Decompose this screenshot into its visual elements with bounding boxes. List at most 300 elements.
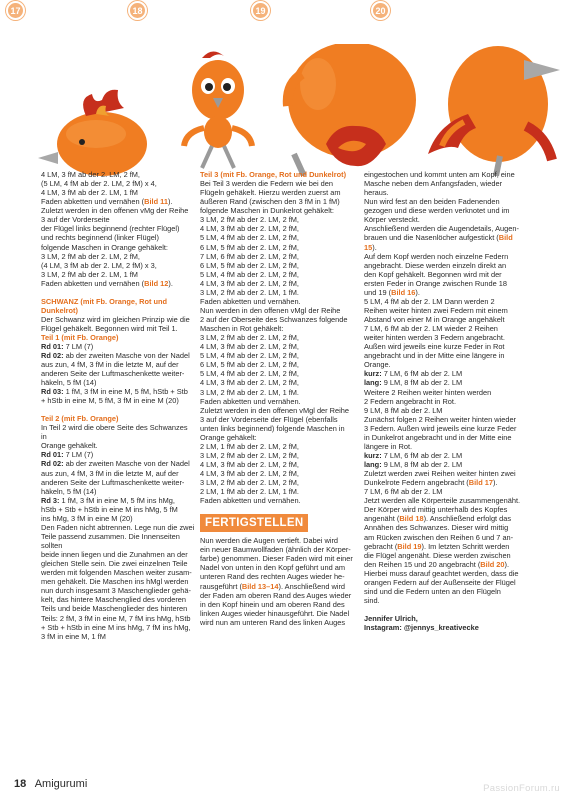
text-line bbox=[364, 279, 526, 288]
text-line bbox=[200, 469, 358, 478]
body-text: Auf dem Kopf werden noch einzelne Federn bbox=[364, 251, 509, 261]
body-text: der Faden am oberen Rand des Auges wieder bbox=[200, 590, 352, 600]
body-text: 1 fM, 3 fM in eine M, 5 fM, hStb + Stb bbox=[63, 387, 188, 397]
body-text: Reihen weiter hinten zwei Federn mit einem bbox=[364, 305, 508, 315]
body-text: 2 auf der Oberseite des Schwanzes folgende bbox=[200, 315, 348, 324]
body-text: Abstand von einer M in Orange angehäkelt bbox=[364, 315, 505, 324]
text-line bbox=[364, 188, 526, 197]
text-line bbox=[41, 595, 195, 604]
body-text: farbe) genommen. Dieser Faden wird mit einer bbox=[200, 554, 353, 564]
body-text: linken Auges wieder hinausgeführt. Die Nadel bbox=[200, 608, 350, 618]
text-line bbox=[200, 451, 358, 460]
body-text: 7 LM, 6 fM ab der 2. LM, 2 fM, bbox=[200, 251, 299, 261]
body-text: 5 LM, 4 fM ab der 2. LM Dann werden 2 bbox=[364, 296, 495, 306]
text-line bbox=[41, 243, 195, 252]
body-text: gezogen und diese werden verknotet und im bbox=[364, 206, 510, 216]
body-text: Bei Teil 3 werden die Federn wie bei den bbox=[200, 179, 333, 189]
text-line bbox=[364, 451, 526, 460]
text-line bbox=[200, 460, 358, 469]
body-text: gleichen Stelle sein. Die zwei einzelnen Teile bbox=[41, 559, 188, 569]
body-text: 9 LM, 8 fM ab der 2. LM bbox=[381, 378, 463, 388]
body-text: und rechts beginnend (linker Flügel) bbox=[41, 233, 159, 243]
text-line bbox=[41, 423, 195, 441]
text-line bbox=[41, 604, 195, 613]
text-line bbox=[364, 388, 526, 397]
body-text: eingestochen und kommt unten am Kopf, eine bbox=[364, 170, 515, 179]
body-text: 3 fM in eine M, 1 fM bbox=[41, 631, 106, 641]
body-text: Zuletzt werden zwei Reihen weiter hinten zwei bbox=[364, 469, 516, 479]
text-line bbox=[364, 596, 526, 605]
body-text: 7 LM (7) bbox=[63, 341, 94, 351]
body-text: ins hMg, 3 fM in eine M (20) bbox=[41, 513, 133, 523]
text-line bbox=[41, 270, 195, 279]
text-line bbox=[364, 523, 526, 532]
bold-label: Rd 3: bbox=[41, 495, 60, 505]
text-line bbox=[41, 478, 195, 487]
text-line bbox=[364, 342, 526, 351]
bird-body-illustration bbox=[158, 44, 282, 176]
body-text: Teils: 2 fM, 3 fM in eine M, 7 fM ins hMg, hStb bbox=[41, 613, 191, 623]
body-text: ). Anschließend erfolgt das bbox=[423, 514, 512, 524]
body-text: 6 LM, 5 fM ab der 2. LM, 2 fM, bbox=[200, 360, 299, 370]
text-line bbox=[200, 333, 358, 342]
body-text: ). bbox=[168, 278, 173, 288]
body-text: Nun werden in den offenen vMgl der Reihe bbox=[200, 305, 341, 315]
text-line bbox=[200, 415, 358, 424]
photo-badge-17: 17 bbox=[6, 1, 25, 20]
text-line bbox=[200, 572, 358, 581]
text-line bbox=[364, 206, 526, 215]
body-text: Masche neben dem Anfangsfaden, wieder bbox=[364, 179, 503, 189]
figure-reference: Bild 19 bbox=[397, 541, 422, 551]
text-line bbox=[200, 378, 358, 387]
body-text: 3 LM, 2 fM ab der 2. LM, 2 fM, bbox=[41, 251, 140, 261]
text-line bbox=[41, 369, 195, 378]
body-text: 3 LM, 2 fM ab der 2. LM, 1 fM. bbox=[200, 387, 299, 397]
body-text: ). bbox=[167, 197, 173, 207]
body-text: ersten Feder in Orange zwischen Runde 18 bbox=[364, 278, 507, 288]
body-text: ). bbox=[415, 287, 420, 297]
text-line bbox=[200, 388, 358, 397]
body-text: Dunkelrote Federn angebracht ( bbox=[364, 478, 469, 488]
body-text: 7 LM (7) bbox=[63, 450, 94, 460]
body-text: angebracht und in der Mitte eine längere in bbox=[364, 351, 505, 361]
text-line bbox=[41, 450, 195, 459]
text-line bbox=[364, 397, 526, 406]
text-line bbox=[364, 360, 526, 369]
text-line bbox=[200, 315, 358, 324]
text-line bbox=[200, 406, 358, 415]
text-line bbox=[41, 188, 195, 197]
text-line bbox=[200, 179, 358, 188]
text-line bbox=[41, 559, 195, 568]
section-heading: SCHWANZ (mit Fb. Orange, Rot und bbox=[41, 296, 168, 306]
body-text: kelt, das hintere Maschenglied des vorderen bbox=[41, 595, 187, 605]
text-line bbox=[364, 315, 526, 324]
body-text: ab der zweiten Masche von der Nadel bbox=[63, 459, 190, 469]
body-text: 4 LM, 3 fM ab der 2. LM, 2 fM, bbox=[200, 460, 299, 469]
text-line bbox=[41, 459, 195, 468]
text-line bbox=[200, 536, 358, 545]
body-text: rausgeführt ( bbox=[200, 581, 242, 591]
page-footer bbox=[14, 778, 87, 790]
text-line bbox=[200, 270, 358, 279]
body-text: ein neuer Baumwollfaden (ähnlich der Körper- bbox=[200, 545, 351, 555]
paragraph-gap bbox=[41, 405, 195, 414]
body-text: Anschließend werden die Augendetails, Augen- bbox=[364, 224, 519, 234]
body-text: den Reihen 15 und 20 angebracht ( bbox=[364, 559, 481, 569]
text-line bbox=[364, 170, 526, 179]
figure-reference: Bild 13–14 bbox=[241, 581, 279, 591]
text-line bbox=[200, 306, 358, 315]
photo-20 bbox=[424, 44, 566, 176]
text-line bbox=[364, 487, 526, 496]
body-text: 6 LM, 5 fM ab der 2. LM, 2 fM, bbox=[200, 242, 299, 252]
text-line bbox=[364, 324, 526, 333]
body-text: Der Körper wird mittig unterhalb des Kopfes bbox=[364, 505, 508, 515]
body-text: Orange. bbox=[364, 360, 391, 370]
text-line bbox=[200, 609, 358, 618]
text-line bbox=[41, 577, 195, 586]
text-line bbox=[364, 415, 526, 424]
body-text: 5 LM, 4 fM ab der 2. LM, 2 fM, bbox=[200, 233, 299, 243]
text-line bbox=[200, 243, 358, 252]
body-text: wird nun am unteren Rand des linken Auges bbox=[200, 617, 346, 627]
body-text: aus zun, 4 fM, 3 fM in die letzte M, auf der bbox=[41, 468, 179, 478]
text-line bbox=[364, 197, 526, 206]
body-text: + Stb + hStb in eine M ins hMg, 7 fM ins hMg, bbox=[41, 622, 191, 632]
body-text: 4 LM, 3 fM ab der 2. LM, 1 fM bbox=[41, 188, 138, 198]
body-text: der Flügel links beginnend (rechter Flügel) bbox=[41, 224, 180, 234]
bold-label: Rd 01: bbox=[41, 450, 64, 460]
body-text: Den Faden nicht abtrennen. Lege nun die zwei bbox=[41, 522, 195, 532]
text-line bbox=[41, 351, 195, 360]
text-line bbox=[41, 632, 195, 641]
text-line bbox=[200, 342, 358, 351]
text-line bbox=[41, 514, 195, 523]
text-line bbox=[41, 441, 195, 450]
bold-label: lang: bbox=[364, 378, 382, 388]
body-text: Außen wird jeweils eine kurze Feder in Rot bbox=[364, 342, 505, 352]
text-line bbox=[364, 469, 526, 478]
text-line bbox=[41, 532, 195, 550]
body-text: 7 LM, 6 fM ab der 2. LM bbox=[381, 369, 463, 379]
text-line bbox=[41, 614, 195, 623]
text-line bbox=[41, 261, 195, 270]
body-text: in den Kopf hinein und am oberen Rand des bbox=[200, 599, 345, 609]
text-line bbox=[200, 591, 358, 600]
bold-label: Jennifer Ulrich, bbox=[364, 613, 418, 623]
text-line bbox=[364, 505, 526, 514]
bird-head-illustration bbox=[36, 44, 158, 176]
body-text: sind. bbox=[364, 595, 380, 605]
photo-badge-19: 19 bbox=[251, 1, 270, 20]
bold-label: Instagram: @jennys_kreativecke bbox=[364, 622, 479, 632]
body-text: folgende Maschen in Dunkelrot gehäkelt: bbox=[200, 206, 334, 216]
figure-reference: Bild 12 bbox=[144, 278, 169, 288]
body-text: nun durch insgesamt 3 Maschenglieder gehä- bbox=[41, 586, 191, 596]
body-text: 6 LM, 5 fM ab der 2. LM, 2 fM, bbox=[200, 260, 299, 270]
text-line bbox=[200, 397, 358, 406]
body-text: Nun wird fest an den beiden Fadenenden bbox=[364, 197, 500, 207]
text-line bbox=[364, 560, 526, 569]
body-text: anderen Seite der Luftmaschenkette weiter- bbox=[41, 477, 185, 487]
body-text: + hStb in eine M, 5 fM, 3 fM in eine M (20) bbox=[41, 396, 179, 406]
body-text: 4 LM, 3 fM ab der 2. LM, 2 fM, bbox=[41, 170, 140, 179]
body-text: Teils und beide Maschenglieder des hinteren bbox=[41, 604, 188, 614]
text-line bbox=[200, 360, 358, 369]
body-text: 3 auf der Vorderseite der Flügel (ebenfalls bbox=[200, 414, 338, 424]
text-line bbox=[364, 623, 526, 632]
text-line bbox=[200, 215, 358, 224]
body-text: Zuletzt werden in den offenen vMg der Reihe bbox=[41, 206, 189, 216]
text-line bbox=[200, 224, 358, 233]
body-text: unten links beginnend) folgende Maschen in bbox=[200, 423, 345, 433]
text-line bbox=[364, 433, 526, 442]
text-line bbox=[200, 369, 358, 378]
figure-reference: Bild 20 bbox=[480, 559, 505, 569]
body-text: Orange gehäkelt: bbox=[200, 432, 257, 442]
text-line bbox=[364, 333, 526, 342]
text-line bbox=[364, 569, 526, 578]
body-text: 4 LM, 3 fM ab der 2. LM, 2 fM, bbox=[200, 278, 299, 288]
body-text: 2 Federn angebracht in Rot. bbox=[364, 396, 457, 406]
text-line bbox=[41, 496, 195, 505]
bold-label: Rd 02: bbox=[41, 459, 64, 469]
body-text: 5 LM, 4 fM ab der 2. LM, 2 fM, bbox=[200, 369, 299, 379]
text-line bbox=[41, 378, 195, 387]
body-text: (4 LM, 3 fM ab der 2. LM, 2 fM) x 3, bbox=[41, 260, 157, 270]
photo-badge-20: 20 bbox=[371, 1, 390, 20]
text-line bbox=[41, 206, 195, 215]
text-line bbox=[364, 424, 526, 433]
body-text: angebracht. Diese werden einzeln direkt an bbox=[364, 260, 507, 270]
site-watermark: PassionForum.ru bbox=[483, 783, 560, 794]
text-line bbox=[41, 586, 195, 595]
figure-reference: Bild 16 bbox=[391, 287, 416, 297]
text-line bbox=[364, 542, 526, 551]
photo-18 bbox=[158, 44, 282, 176]
body-text: brauen und die Nasenlöcher aufgestickt ( bbox=[364, 233, 499, 243]
body-text: men gehäkelt. Die Maschen ins hMgl werden bbox=[41, 577, 189, 587]
text-line bbox=[200, 233, 358, 242]
body-text: 4 LM, 3 fM ab der 2. LM, 2 fM, bbox=[200, 224, 299, 234]
body-text: 4 LM, 3 fM ab der 2. LM, 2 fM, bbox=[200, 378, 299, 388]
bold-label: Rd 01: bbox=[41, 341, 64, 351]
body-text: ). bbox=[504, 559, 510, 569]
text-line bbox=[200, 261, 358, 270]
body-text: hStb + Stb + hStb in eine M ins hMg, 5 fM bbox=[41, 504, 178, 514]
text-line bbox=[200, 288, 358, 297]
text-line bbox=[200, 618, 358, 627]
text-line bbox=[41, 315, 195, 324]
text-line bbox=[41, 487, 195, 496]
body-text: 3 auf der Vorderseite bbox=[41, 215, 110, 225]
text-line bbox=[364, 406, 526, 415]
text-line bbox=[41, 215, 195, 224]
body-text: die Flügel angenäht. Diese werden zwischen bbox=[364, 550, 511, 560]
bold-label: kurz: bbox=[364, 450, 382, 460]
bird-wing-illustration bbox=[424, 44, 566, 176]
body-text: Zunächst folgen 2 Reihen weiter hinten wieder bbox=[364, 414, 517, 424]
text-line bbox=[364, 614, 526, 623]
text-line bbox=[200, 279, 358, 288]
body-text: Flügeln gehäkelt. Hierzu werden zuerst am bbox=[200, 188, 341, 198]
text-line bbox=[41, 623, 195, 632]
body-text: häkeln, 5 fM (14) bbox=[41, 378, 97, 388]
body-text: 5 LM, 4 fM ab der 2. LM, 2 fM, bbox=[200, 269, 299, 279]
text-line bbox=[41, 387, 195, 396]
body-text: 5 LM, 4 fM ab der 2. LM, 2 fM, bbox=[200, 351, 299, 361]
body-text: unteren Rand des rechten Auges wieder he- bbox=[200, 572, 345, 582]
body-text: äußeren Rand (zwischen den 3 fM in 1 fM) bbox=[200, 197, 340, 207]
body-text: werden mit folgenden Maschen weiter zusam- bbox=[41, 568, 192, 578]
body-text: Annähen des Schwanzes. Dieser wird mittig bbox=[364, 523, 509, 533]
figure-reference: Bild 18 bbox=[399, 514, 424, 524]
body-text: Körper versteckt. bbox=[364, 215, 420, 225]
body-text: in Dunkelrot angebracht und in der Mitte eine bbox=[364, 432, 512, 442]
text-column-3 bbox=[364, 170, 526, 632]
text-line bbox=[41, 279, 195, 288]
bold-label: Rd 03: bbox=[41, 387, 64, 397]
body-text: beide innen liegen und die Zunahmen an der bbox=[41, 550, 188, 560]
text-line bbox=[41, 469, 195, 478]
text-line bbox=[364, 551, 526, 560]
body-text: heraus. bbox=[364, 188, 389, 198]
body-text: Orange gehäkelt. bbox=[41, 441, 98, 451]
body-text: Nun werden die Augen vertieft. Dabei wird bbox=[200, 536, 339, 546]
body-text: 3 LM, 2 fM ab der 2. LM, 2 fM, bbox=[200, 333, 299, 343]
paragraph-gap bbox=[41, 288, 195, 297]
text-line bbox=[200, 297, 358, 306]
body-text: aus zun, 4 fM, 3 fM in die letzte M, auf der bbox=[41, 360, 179, 370]
magazine-name: Amigurumi bbox=[34, 778, 88, 790]
body-text: ). Im letzten Schritt werden bbox=[421, 541, 510, 551]
body-text: Faden abketten und vernähen. bbox=[200, 296, 301, 306]
body-text: Flügel gehäkelt. Begonnen wird mit Teil 1. bbox=[41, 323, 178, 333]
text-line bbox=[364, 233, 526, 251]
body-text: 1 fM, 3 fM in eine M, 5 fM ins hMg, bbox=[59, 495, 175, 505]
text-line bbox=[200, 252, 358, 261]
text-line bbox=[41, 360, 195, 369]
text-line bbox=[200, 206, 358, 215]
text-line bbox=[41, 505, 195, 514]
body-text: am Rücken zwischen den Reihen 6 und 7 an- bbox=[364, 532, 514, 542]
paragraph-gap bbox=[200, 505, 358, 514]
text-column-1 bbox=[41, 170, 195, 641]
figure-reference: Bild 15 bbox=[364, 233, 513, 252]
text-line bbox=[200, 478, 358, 487]
body-text: 9 LM, 8 fM ab der 2. LM bbox=[381, 460, 463, 469]
text-line bbox=[41, 306, 195, 315]
body-text: Faden abketten und vernähen ( bbox=[41, 197, 145, 207]
body-text: 3 LM, 2 fM ab der 2. LM, 1 fM bbox=[41, 269, 138, 279]
text-line bbox=[200, 324, 358, 333]
text-line bbox=[200, 600, 358, 609]
body-text: anderen Seite der Luftmaschenkette weiter- bbox=[41, 369, 185, 379]
text-line bbox=[41, 324, 195, 333]
body-text: 4 LM, 3 fM ab der 2. LM, 2 fM, bbox=[200, 469, 299, 479]
body-text: 7 LM, 6 fM ab der 2. LM bbox=[381, 450, 463, 460]
body-text: 9 LM, 8 fM ab der 2. LM bbox=[364, 405, 443, 415]
text-line bbox=[200, 487, 358, 496]
text-line bbox=[41, 297, 195, 306]
photo-17 bbox=[36, 44, 158, 176]
photo-badge-18: 18 bbox=[128, 1, 147, 20]
text-line bbox=[41, 170, 195, 179]
text-line bbox=[364, 578, 526, 587]
body-text: angenäht ( bbox=[364, 514, 400, 524]
body-text: 3 LM, 2 fM ab der 2. LM, 2 fM, bbox=[200, 215, 299, 225]
body-text: Faden abketten und vernähen. bbox=[200, 496, 301, 506]
body-text: 7 LM, 6 fM ab der 2. LM bbox=[364, 487, 443, 497]
bold-label: kurz: bbox=[364, 369, 382, 379]
body-text: 7 LM, 6 fM ab der 2. LM wieder 2 Reihen bbox=[364, 324, 498, 334]
section-heading: Dunkelrot) bbox=[41, 305, 78, 315]
text-line bbox=[200, 188, 358, 197]
text-line bbox=[200, 496, 358, 505]
section-heading-fertigstellen: FERTIGSTELLEN bbox=[200, 514, 308, 532]
paragraph-gap bbox=[364, 605, 526, 614]
section-heading: Teil 2 (mit Fb. Orange) bbox=[41, 414, 119, 424]
body-text: Hierbei muss darauf geachtet werden, dass die bbox=[364, 568, 519, 578]
text-line bbox=[364, 442, 526, 451]
body-text: 2 LM, 1 fM ab der 2. LM, 1 fM. bbox=[200, 487, 299, 497]
text-column-2 bbox=[200, 170, 358, 627]
body-text: Maschen in Rot gehäkelt: bbox=[200, 324, 284, 334]
body-text: Faden abketten und vernähen ( bbox=[41, 278, 145, 288]
section-heading: Teil 3 (mit Fb. Orange, Rot und Dunkelrot) bbox=[200, 170, 347, 179]
text-line bbox=[41, 233, 195, 242]
body-text: ). bbox=[493, 478, 498, 488]
text-line bbox=[364, 496, 526, 505]
text-line bbox=[41, 252, 195, 261]
body-text: Faden abketten und vernähen. bbox=[200, 396, 301, 406]
text-line bbox=[200, 197, 358, 206]
text-line bbox=[200, 554, 358, 563]
body-text: folgende Maschen in Orange gehäkelt: bbox=[41, 242, 168, 252]
figure-reference: Bild 11 bbox=[144, 197, 168, 207]
text-line bbox=[41, 414, 195, 423]
text-line bbox=[41, 342, 195, 351]
text-line bbox=[364, 306, 526, 315]
page-number: 18 bbox=[14, 778, 27, 790]
body-text: Teile passend zusammen. Die Innenseiten sollten bbox=[41, 531, 180, 551]
text-line bbox=[364, 460, 526, 469]
text-line bbox=[200, 545, 358, 554]
text-line bbox=[200, 351, 358, 360]
bold-label: Rd 02: bbox=[41, 350, 64, 360]
text-line bbox=[200, 424, 358, 433]
body-text: 3 LM, 2 fM ab der 2. LM, 1 fM. bbox=[200, 287, 299, 297]
text-line bbox=[200, 582, 358, 591]
text-line bbox=[41, 224, 195, 233]
section-heading: Teil 1 (mit Fb. Orange) bbox=[41, 332, 119, 342]
text-line bbox=[364, 288, 526, 297]
body-text: orangen Federn auf der Außenseite der Flügel bbox=[364, 577, 516, 587]
body-text: (5 LM, 4 fM ab der 2. LM, 2 fM) x 4, bbox=[41, 179, 157, 189]
body-text: Der Schwanz wird im gleichen Prinzip wie die bbox=[41, 314, 190, 324]
text-line bbox=[364, 587, 526, 596]
text-line bbox=[200, 563, 358, 572]
body-text: Nadel von unten in den Kopf geführt und am bbox=[200, 563, 346, 573]
text-line bbox=[364, 369, 526, 378]
text-line bbox=[364, 378, 526, 387]
bird-tail-illustration bbox=[282, 44, 424, 176]
body-text: gebracht ( bbox=[364, 541, 398, 551]
text-line bbox=[41, 197, 195, 206]
body-text: Weitere 2 Reihen weiter hinten werden bbox=[364, 387, 492, 397]
